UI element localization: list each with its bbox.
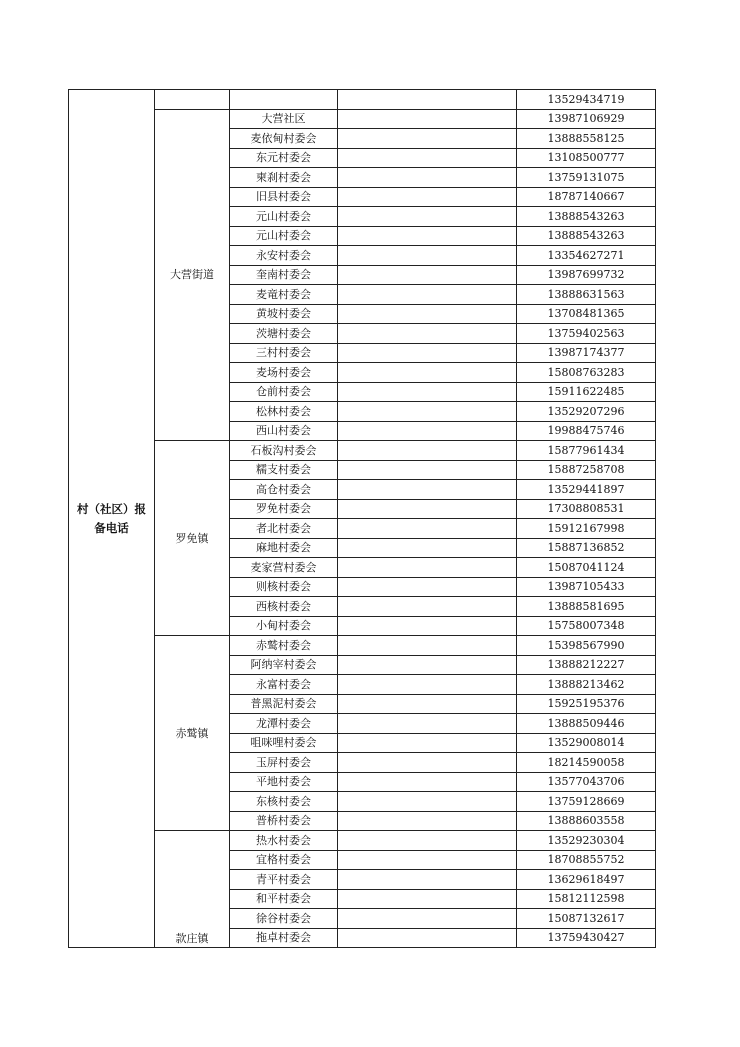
village-name-cell: 高仓村委会: [230, 480, 338, 500]
empty-cell: [338, 480, 517, 500]
empty-cell: [338, 363, 517, 383]
empty-cell: [338, 636, 517, 656]
phone-cell: 13759402563: [517, 324, 656, 344]
empty-cell: [338, 811, 517, 831]
empty-cell: [338, 460, 517, 480]
phone-cell: 13629618497: [517, 870, 656, 890]
empty-cell: [338, 616, 517, 636]
empty-cell: [338, 733, 517, 753]
phone-cell: 13888603558: [517, 811, 656, 831]
empty-cell: [338, 519, 517, 539]
village-name-cell: 麦家营村委会: [230, 558, 338, 578]
village-name-cell: 石板沟村委会: [230, 441, 338, 461]
phone-cell: 13759131075: [517, 168, 656, 188]
phone-cell: 18214590058: [517, 753, 656, 773]
village-name-cell: 热水村委会: [230, 831, 338, 851]
phone-cell: 13888213462: [517, 675, 656, 695]
empty-cell: [338, 870, 517, 890]
empty-cell: [338, 402, 517, 422]
village-name-cell: 咀咪哩村委会: [230, 733, 338, 753]
empty-cell: [338, 753, 517, 773]
phone-cell: 15758007348: [517, 616, 656, 636]
empty-cell: [338, 909, 517, 929]
empty-cell: [338, 694, 517, 714]
empty-cell: [338, 246, 517, 266]
township-cell: 款庄镇: [155, 831, 230, 948]
table-row: [69, 831, 656, 851]
village-name-cell: 茨塘村委会: [230, 324, 338, 344]
phone-cell: 13987105433: [517, 577, 656, 597]
empty-cell: [338, 597, 517, 617]
empty-cell: [338, 928, 517, 948]
empty-cell: [338, 285, 517, 305]
village-name-cell: 麦依甸村委会: [230, 129, 338, 149]
village-name-cell: 黄坡村委会: [230, 304, 338, 324]
village-name-cell: 元山村委会: [230, 226, 338, 246]
phone-cell: 13888558125: [517, 129, 656, 149]
phone-cell: 18708855752: [517, 850, 656, 870]
phone-cell: 17308808531: [517, 499, 656, 519]
phone-cell: 19988475746: [517, 421, 656, 441]
village-name-cell: 平地村委会: [230, 772, 338, 792]
empty-cell: [338, 109, 517, 129]
phone-cell: 13577043706: [517, 772, 656, 792]
category-label-cell: [69, 90, 155, 948]
empty-cell: [338, 714, 517, 734]
phone-cell: 15911622485: [517, 382, 656, 402]
village-name-cell: 柬刹村委会: [230, 168, 338, 188]
village-name-cell: 龙潭村委会: [230, 714, 338, 734]
village-name-cell: 麦竜村委会: [230, 285, 338, 305]
village-name-cell: 罗免村委会: [230, 499, 338, 519]
phone-cell: 15087132617: [517, 909, 656, 929]
village-name-cell: 小甸村委会: [230, 616, 338, 636]
township-cell: 大营街道: [155, 109, 230, 441]
village-name-cell: 者北村委会: [230, 519, 338, 539]
empty-cell: [338, 499, 517, 519]
village-name-cell: 仓前村委会: [230, 382, 338, 402]
empty-cell: [338, 889, 517, 909]
village-name-cell: 普黑泥村委会: [230, 694, 338, 714]
phone-cell: 13529434719: [517, 90, 656, 110]
village-name-cell: 和平村委会: [230, 889, 338, 909]
village-name-cell: 西山村委会: [230, 421, 338, 441]
phone-cell: 15887136852: [517, 538, 656, 558]
village-name-cell: 永安村委会: [230, 246, 338, 266]
phone-cell: 13888631563: [517, 285, 656, 305]
empty-cell: [338, 207, 517, 227]
contact-table: [68, 89, 656, 948]
village-name-cell: 东元村委会: [230, 148, 338, 168]
empty-cell: [338, 538, 517, 558]
phone-cell: 13108500777: [517, 148, 656, 168]
phone-cell: 13987174377: [517, 343, 656, 363]
village-name-cell: 西核村委会: [230, 597, 338, 617]
empty-cell: [338, 577, 517, 597]
village-name-cell: 徐谷村委会: [230, 909, 338, 929]
village-name-cell: 三村村委会: [230, 343, 338, 363]
phone-cell: 15877961434: [517, 441, 656, 461]
village-name-cell: 大营社区: [230, 109, 338, 129]
village-name-cell: 松林村委会: [230, 402, 338, 422]
table-row: [69, 90, 656, 110]
phone-cell: 15912167998: [517, 519, 656, 539]
empty-cell: [338, 382, 517, 402]
phone-cell: 13888509446: [517, 714, 656, 734]
village-name-cell: 麻地村委会: [230, 538, 338, 558]
phone-cell: 13987106929: [517, 109, 656, 129]
empty-cell: [338, 187, 517, 207]
phone-cell: 13529207296: [517, 402, 656, 422]
village-name-cell: 则核村委会: [230, 577, 338, 597]
empty-cell: [155, 90, 230, 110]
village-name-cell: 旧县村委会: [230, 187, 338, 207]
phone-cell: 15808763283: [517, 363, 656, 383]
phone-cell: 15887258708: [517, 460, 656, 480]
village-name-cell: 奎南村委会: [230, 265, 338, 285]
empty-cell: [338, 655, 517, 675]
village-name-cell: 赤鹫村委会: [230, 636, 338, 656]
empty-cell: [338, 343, 517, 363]
village-name-cell: 普桥村委会: [230, 811, 338, 831]
township-cell: 罗免镇: [155, 441, 230, 636]
village-name-cell: 元山村委会: [230, 207, 338, 227]
empty-cell: [338, 772, 517, 792]
empty-cell: [338, 90, 517, 110]
empty-cell: [338, 421, 517, 441]
phone-cell: 13354627271: [517, 246, 656, 266]
phone-cell: 15925195376: [517, 694, 656, 714]
empty-cell: [338, 129, 517, 149]
township-cell: 赤鹫镇: [155, 636, 230, 831]
empty-cell: [338, 226, 517, 246]
village-name-cell: 永富村委会: [230, 675, 338, 695]
phone-cell: 13759430427: [517, 928, 656, 948]
phone-cell: 13888581695: [517, 597, 656, 617]
phone-cell: 13708481365: [517, 304, 656, 324]
phone-cell: 15812112598: [517, 889, 656, 909]
village-name-cell: 宜格村委会: [230, 850, 338, 870]
phone-cell: 13987699732: [517, 265, 656, 285]
empty-cell: [338, 850, 517, 870]
table-row: [69, 109, 656, 129]
phone-cell: 18787140667: [517, 187, 656, 207]
village-name-cell: 玉屏村委会: [230, 753, 338, 773]
empty-cell: [338, 441, 517, 461]
empty-cell: [338, 831, 517, 851]
phone-cell: 13888543263: [517, 226, 656, 246]
village-name-cell: 拖卓村委会: [230, 928, 338, 948]
phone-cell: 13888543263: [517, 207, 656, 227]
empty-cell: [338, 324, 517, 344]
village-name-cell: 麦场村委会: [230, 363, 338, 383]
village-name-cell: 阿纳宰村委会: [230, 655, 338, 675]
phone-cell: 13759128669: [517, 792, 656, 812]
empty-cell: [338, 558, 517, 578]
category-label: 村（社区）报备电话: [77, 501, 146, 535]
empty-cell: [338, 148, 517, 168]
village-name-cell: 东核村委会: [230, 792, 338, 812]
phone-cell: 13529008014: [517, 733, 656, 753]
phone-cell: 13529230304: [517, 831, 656, 851]
phone-cell: 15087041124: [517, 558, 656, 578]
empty-cell: [338, 168, 517, 188]
village-name-cell: 糯支村委会: [230, 460, 338, 480]
empty-cell: [338, 792, 517, 812]
phone-cell: 13888212227: [517, 655, 656, 675]
table-row: [69, 636, 656, 656]
empty-cell: [338, 265, 517, 285]
empty-cell: [230, 90, 338, 110]
table-row: [69, 441, 656, 461]
phone-cell: 13529441897: [517, 480, 656, 500]
phone-cell: 15398567990: [517, 636, 656, 656]
empty-cell: [338, 304, 517, 324]
empty-cell: [338, 675, 517, 695]
village-name-cell: 青平村委会: [230, 870, 338, 890]
